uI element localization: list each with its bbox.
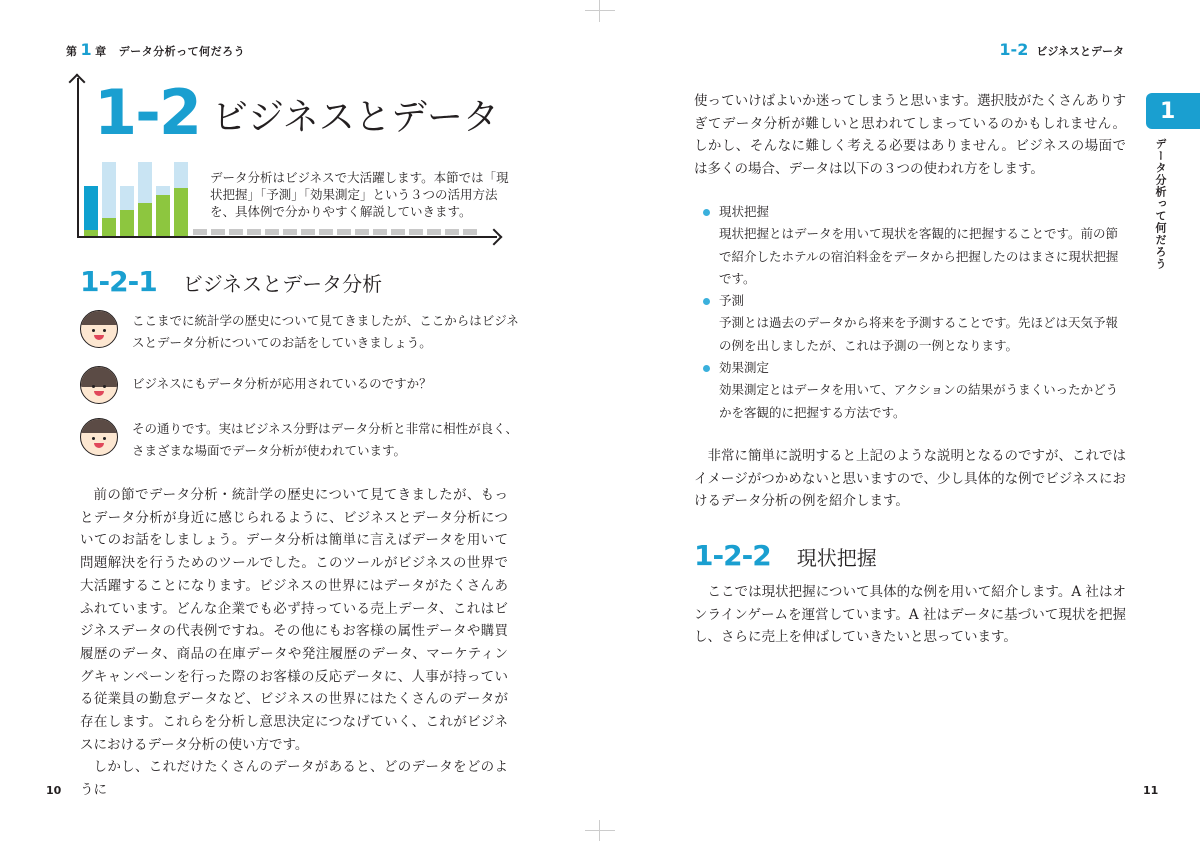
- dialogue-text: ビジネスにもデータ分析が応用されているのですか？: [132, 376, 432, 391]
- decorative-bar: [174, 162, 188, 236]
- paragraph: 前の節でデータ分析・統計学の歴史について見てきましたが、もっとデータ分析が身近に感じられるように、ビジネスとデータ分析についてのお話をしましょう。データ分析は簡単に言えばデータを用いて問題解決を行うためのツールでした。このツールがビジネスの世界で大活躍することになります。ビジネスの世界にはデータがたくさんあふれています。どんな企業でも必ず持っている売上データ、これはビジネスデータの代表例ですね。その他にもお客様の属性データや購買履歴のデータ、商品の在庫データや発注履歴のデータ、マーケティングキャンペーンを行った際のお客様の反応データに、人事が持っている従業員の勤怠データなど、ビジネスの世界にはたくさんのデータが存在します。これらを分析し意思決定につなげていく、これがビジネスにおけるデータ分析の使い方です。: [80, 487, 508, 753]
- decorative-bar: [120, 186, 134, 236]
- section-title: ビジネスとデータ: [212, 97, 499, 138]
- dash: [337, 229, 351, 235]
- section-description: データ分析はビジネスで大活躍します。本節では「現状把握」「予測」「効果測定」という３つの活用方法を、具体例で分かりやすく解説していきます。: [210, 170, 509, 219]
- decorative-bar-chart: [84, 162, 204, 236]
- chapter-number: 1: [80, 40, 93, 59]
- paragraph: しかし、これだけたくさんのデータがあると、どのデータをどのように: [80, 759, 508, 799]
- decorative-bar: [156, 186, 170, 236]
- dash: [319, 229, 333, 235]
- teacher-smiling-avatar-icon: [80, 418, 118, 456]
- bullet-title: 効果測定: [697, 357, 1127, 379]
- dash: [355, 229, 369, 235]
- decorative-dashes: [193, 229, 477, 235]
- decorative-bar: [102, 162, 116, 236]
- hero-y-axis: [77, 78, 79, 238]
- chapter-title: データ分析って何だろう: [118, 45, 246, 58]
- dash: [229, 229, 243, 235]
- arrow-right-icon: [486, 229, 503, 246]
- intro-paragraph: [694, 90, 1126, 181]
- subsection-number: 1-2-2: [694, 539, 771, 572]
- dialogue-text: ここまでに統計学の歴史について見てきましたが、ここからはビジネスとデータ分析についてのお話をしていきましょう。: [132, 313, 519, 350]
- bullet-body: 現状把握とはデータを用いて現状を客観的に把握することです。前の節で紹介したホテルの宿泊料金をデータから把握したのはまさに現状把握です。: [719, 226, 1119, 286]
- section-number-small: 1-2: [999, 40, 1029, 59]
- bullet-title: 現状把握: [697, 201, 1127, 223]
- summary-paragraph: [694, 445, 1126, 513]
- dialogue-text: その通りです。実はビジネス分野はデータ分析と非常に相性が良く、さまざまな場面でデータ分析が使われています。: [132, 421, 518, 458]
- page-number-right: 11: [1143, 784, 1159, 797]
- paragraph: ここでは現状把握について具体的な例を用いて紹介します。A 社はオンラインゲームを運営しています。A 社はデータに基づいて現状を把握し、さらに売上を伸ばしていきたいと思っています。: [694, 584, 1126, 646]
- bullet-body: 予測とは過去のデータから将来を予測することです。先ほどは天気予報の例を出しましたが、これは予測の一例となります。: [719, 315, 1119, 353]
- decorative-bar: [138, 162, 152, 236]
- subsection-title: ビジネスとデータ分析: [182, 272, 383, 296]
- dash: [463, 229, 477, 235]
- dash: [193, 229, 207, 235]
- subsection-number: 1-2-1: [80, 265, 157, 298]
- dash: [445, 229, 459, 235]
- chapter-tab: 1: [1146, 93, 1200, 129]
- paragraph: 非常に簡単に説明すると上記のような説明となるのですが、これではイメージがつかめないと思いますので、少し具体的な例でビジネスにおけるデータ分析の例を紹介します。: [694, 448, 1126, 510]
- bullet-body: 効果測定とはデータを用いて、アクションの結果がうまくいったかどうかを客観的に把握する方法です。: [719, 382, 1119, 420]
- dash: [283, 229, 297, 235]
- dash: [301, 229, 315, 235]
- paragraph: 使っていけばよいか迷ってしまうと思います。選択肢がたくさんありすぎてデータ分析が難しいと思われてしまっているのかもしれません。しかし、そんなに難しく考える必要はありません。ビジネスの場面では多くの場合、データは以下の３つの使われ方をします。: [694, 93, 1126, 178]
- subsection-heading-2: [694, 539, 877, 572]
- dialogue-line: [80, 418, 520, 462]
- dash: [247, 229, 261, 235]
- chapter-prefix: 第: [66, 45, 78, 58]
- bullet-title: 予測: [697, 290, 1127, 312]
- chapter-suffix: 章: [95, 45, 107, 58]
- running-header-right: [999, 40, 1124, 59]
- dash: [373, 229, 387, 235]
- chapter-tab-label: データ分析って何だろう: [1154, 138, 1167, 270]
- section-number: 1-2: [94, 76, 201, 149]
- dash: [211, 229, 225, 235]
- subsection-heading-1: [80, 265, 383, 298]
- dash: [409, 229, 423, 235]
- page-number-left: 10: [46, 784, 62, 797]
- dash: [391, 229, 405, 235]
- section-title-small: ビジネスとデータ: [1036, 45, 1124, 58]
- dash: [427, 229, 441, 235]
- dash: [265, 229, 279, 235]
- bullet-item: [697, 201, 1127, 290]
- dialogue-line: [80, 366, 520, 404]
- arrow-up-icon: [69, 74, 86, 91]
- decorative-bar: [84, 186, 98, 236]
- subsection-title: 現状把握: [796, 546, 877, 570]
- student-avatar-icon: [80, 366, 118, 404]
- bullet-item: [697, 357, 1127, 424]
- teacher-avatar-icon: [80, 310, 118, 348]
- subsection-2-paragraph: [694, 581, 1126, 649]
- hero-x-axis: [77, 236, 497, 238]
- running-header-left: [66, 40, 245, 59]
- dialogue-line: [80, 310, 520, 354]
- body-text-left: [80, 484, 508, 802]
- bullet-item: [697, 290, 1127, 357]
- usage-bullet-list: [697, 201, 1127, 424]
